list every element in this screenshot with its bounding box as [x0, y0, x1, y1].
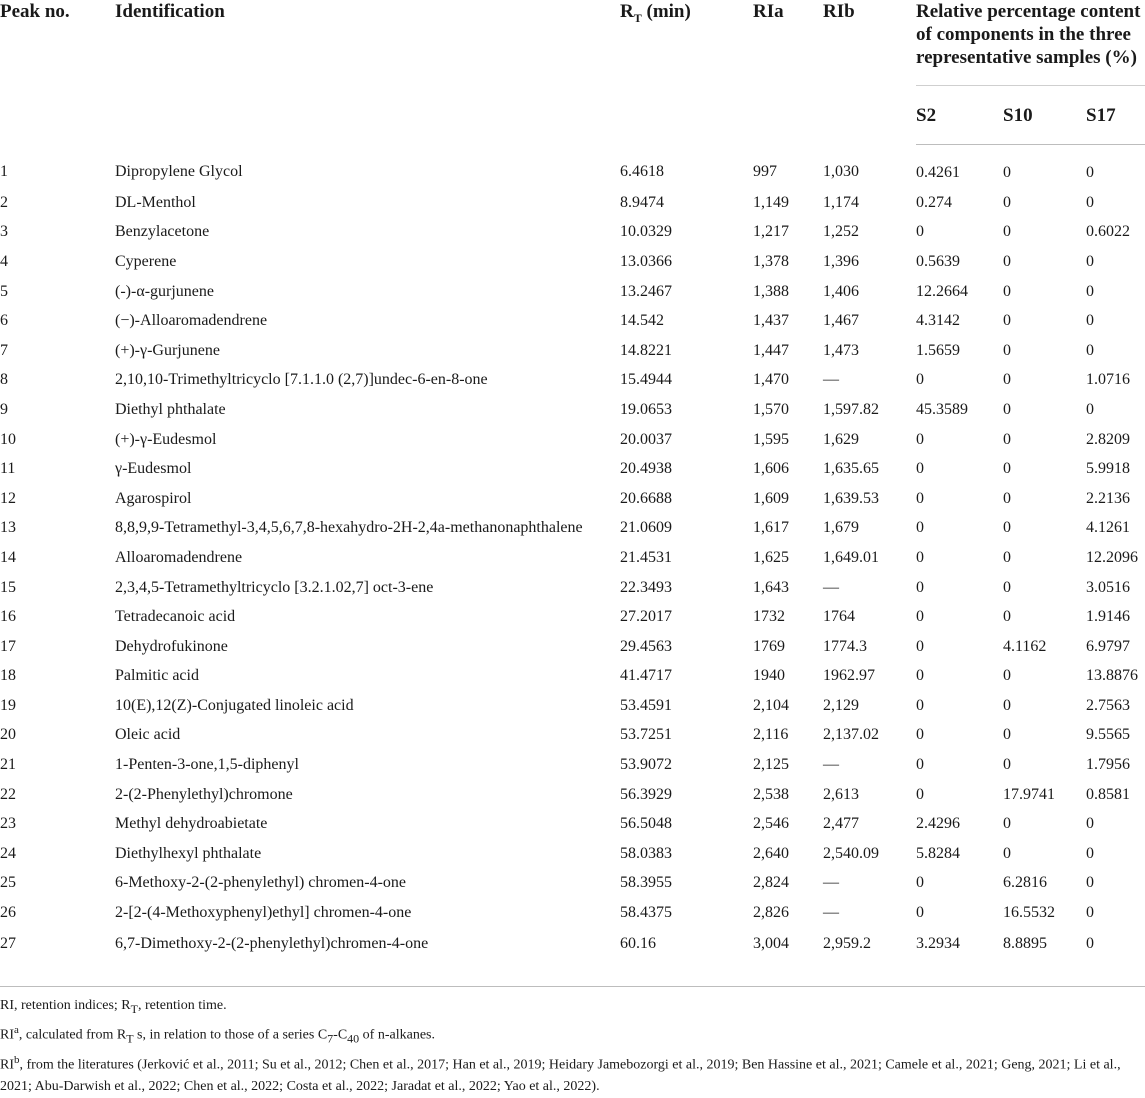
header-s17: S17: [1086, 86, 1145, 145]
header-s2: S2: [916, 86, 1003, 145]
footnote-text: RI: [0, 1027, 14, 1043]
cell-peak-no: 11: [0, 460, 16, 478]
cell-identification: Oleic acid: [115, 726, 181, 744]
cell-s17: 0: [1086, 815, 1094, 833]
cell-ria: 1,378: [753, 252, 789, 270]
footnote-superscript: b: [14, 1054, 20, 1067]
table-row: [0, 809, 1145, 839]
cell-identification: 2,3,4,5-Tetramethyltricyclo [3.2.1.02,7] oct-3-ene: [115, 578, 434, 596]
table-header: [0, 0, 1145, 145]
cell-s2: 0: [916, 460, 924, 478]
cell-identification: Cyperene: [115, 252, 177, 270]
cell-retention-time: 58.3955: [620, 874, 672, 892]
cell-retention-time: 53.4591: [620, 696, 672, 714]
cell-s17: 0: [1086, 874, 1094, 892]
cell-s10: 0: [1003, 341, 1011, 359]
cell-s2: 0: [916, 371, 924, 389]
cell-s17: 4.1261: [1086, 519, 1130, 537]
footnote-subscript: T: [126, 1031, 134, 1046]
cell-identification: DL-Menthol: [115, 193, 196, 211]
table-row: [0, 484, 1145, 514]
table-row: [0, 839, 1145, 869]
cell-s17: 1.9146: [1086, 608, 1130, 626]
cell-s17: 0: [1086, 844, 1094, 862]
cell-rib: 1,467: [823, 312, 859, 330]
cell-ria: 1,617: [753, 519, 789, 537]
cell-retention-time: 27.2017: [620, 608, 672, 626]
cell-ria: 2,538: [753, 785, 789, 803]
table-row: [0, 780, 1145, 810]
cell-s10: 4.1162: [1003, 637, 1047, 655]
cell-s2: 0: [916, 726, 924, 744]
table-row: [0, 395, 1145, 425]
cell-identification: 1-Penten-3-one,1,5-diphenyl: [115, 756, 299, 774]
cell-rib: 1774.3: [823, 637, 867, 655]
header-peak-no: Peak no.: [0, 1, 70, 22]
footnote-text: , calculated from R: [18, 1027, 127, 1043]
cell-s2: 0: [916, 637, 924, 655]
cell-peak-no: 1: [0, 163, 8, 181]
cell-peak-no: 17: [0, 637, 16, 655]
cell-peak-no: 18: [0, 667, 16, 685]
cell-ria: 1,570: [753, 400, 789, 418]
cell-s17: 0: [1086, 312, 1094, 330]
cell-s10: 16.5532: [1003, 904, 1055, 922]
footnote-subscript: 7: [327, 1031, 334, 1046]
cell-s2: 2.4296: [916, 815, 960, 833]
cell-peak-no: 2: [0, 193, 8, 211]
cell-peak-no: 8: [0, 371, 8, 389]
cell-identification: Agarospirol: [115, 489, 192, 507]
table-row: [0, 750, 1145, 780]
cell-s17: 1.0716: [1086, 371, 1130, 389]
cell-identification: Tetradecanoic acid: [115, 608, 236, 626]
header-relative-content: Relative percentage content of components in the three representative samples (%): [916, 0, 1145, 86]
cell-peak-no: 3: [0, 223, 8, 241]
cell-s17: 13.8876: [1086, 667, 1138, 685]
cell-identification: 6,7-Dimethoxy-2-(2-phenylethyl)chromen-4-one: [115, 934, 429, 952]
footnote-subscript: 40: [347, 1031, 360, 1046]
cell-ria: 2,826: [753, 904, 789, 922]
cell-identification: (-)-α-gurjunene: [115, 282, 214, 300]
cell-s10: 0: [1003, 282, 1011, 300]
cell-rib: 2,137.02: [823, 726, 879, 744]
cell-s10: 0: [1003, 489, 1011, 507]
cell-s17: 0.8581: [1086, 785, 1130, 803]
cell-ria: 2,104: [753, 696, 789, 714]
cell-retention-time: 41.4717: [620, 667, 672, 685]
cell-retention-time: 22.3493: [620, 578, 672, 596]
cell-retention-time: 21.4531: [620, 548, 672, 566]
cell-s2: 0: [916, 696, 924, 714]
cell-peak-no: 5: [0, 282, 8, 300]
cell-s2: 0: [916, 223, 924, 241]
cell-ria: 1,217: [753, 223, 789, 241]
cell-rib: 2,540.09: [823, 844, 879, 862]
table-row: [0, 366, 1145, 396]
cell-s2: 0: [916, 785, 924, 803]
cell-peak-no: 10: [0, 430, 16, 448]
cell-peak-no: 6: [0, 312, 8, 330]
cell-identification: 8,8,9,9-Tetramethyl-3,4,5,6,7,8-hexahydro-2H-2,4a-methanonaphthalene: [115, 519, 583, 537]
table-row: [0, 425, 1145, 455]
cell-s2: 12.2664: [916, 282, 968, 300]
cell-identification: 2,10,10-Trimethyltricyclo [7.1.1.0 (2,7)]undec-6-en-8-one: [115, 371, 488, 389]
cell-peak-no: 19: [0, 696, 16, 714]
header-retention-time: [620, 0, 753, 145]
cell-rib: 1,473: [823, 341, 859, 359]
table-row: [0, 543, 1145, 573]
cell-s2: 0: [916, 608, 924, 626]
cell-rib: 1,649.01: [823, 548, 879, 566]
table-row: [0, 218, 1145, 248]
cell-identification: Palmitic acid: [115, 667, 199, 685]
cell-s10: 0: [1003, 252, 1011, 270]
cell-s17: 0.6022: [1086, 223, 1130, 241]
header-s10: S10: [1003, 86, 1086, 145]
cell-identification: Dipropylene Glycol: [115, 163, 243, 181]
cell-peak-no: 4: [0, 252, 8, 270]
cell-rib: 1,252: [823, 223, 859, 241]
cell-ria: 2,116: [753, 726, 789, 744]
cell-s2: 0.4261: [916, 163, 960, 181]
cell-s2: 0: [916, 667, 924, 685]
table-row: [0, 188, 1145, 218]
cell-s10: 0: [1003, 163, 1011, 181]
cell-s10: 0: [1003, 193, 1011, 211]
cell-ria: 1,388: [753, 282, 789, 300]
footnote-text: s, in relation to those of a series C: [133, 1027, 328, 1043]
cell-rib: —: [823, 371, 839, 389]
footnote-superscript: a: [14, 1024, 19, 1037]
cell-retention-time: 13.2467: [620, 282, 672, 300]
table-row: [0, 928, 1145, 960]
cell-s10: 0: [1003, 726, 1011, 744]
cell-s17: 0: [1086, 252, 1094, 270]
cell-s17: 0: [1086, 193, 1094, 211]
cell-s10: 0: [1003, 815, 1011, 833]
cell-ria: 2,640: [753, 844, 789, 862]
table-row: [0, 514, 1145, 544]
cell-ria: 1,609: [753, 489, 789, 507]
cell-peak-no: 7: [0, 341, 8, 359]
cell-retention-time: 60.16: [620, 934, 656, 952]
cell-s2: 0.274: [916, 193, 952, 211]
cell-s10: 17.9741: [1003, 785, 1055, 803]
cell-s17: 0: [1086, 904, 1094, 922]
cell-s2: 0: [916, 874, 924, 892]
cell-retention-time: 53.9072: [620, 756, 672, 774]
cell-ria: 2,546: [753, 815, 789, 833]
cell-retention-time: 21.0609: [620, 519, 672, 537]
cell-ria: 997: [753, 163, 777, 181]
footnote-rib: [0, 1050, 1140, 1098]
header-ria: RIa: [753, 1, 784, 22]
cell-rib: 1,396: [823, 252, 859, 270]
cell-rib: 1,639.53: [823, 489, 879, 507]
cell-s2: 3.2934: [916, 934, 960, 952]
cell-s10: 6.2816: [1003, 874, 1047, 892]
cell-s2: 1.5659: [916, 341, 960, 359]
cell-identification: 2-[2-(4-Methoxyphenyl)ethyl] chromen-4-one: [115, 904, 412, 922]
cell-rib: 1,030: [823, 163, 859, 181]
cell-peak-no: 14: [0, 548, 16, 566]
cell-ria: 1,437: [753, 312, 789, 330]
cell-ria: 1,625: [753, 548, 789, 566]
cell-rib: 2,477: [823, 815, 859, 833]
cell-rib: 1,174: [823, 193, 859, 211]
cell-ria: 1,470: [753, 371, 789, 389]
cell-peak-no: 24: [0, 844, 16, 862]
cell-s2: 5.8284: [916, 844, 960, 862]
cell-s17: 0: [1086, 400, 1094, 418]
cell-rib: 2,959.2: [823, 934, 871, 952]
footnote-ria: [0, 1020, 1140, 1050]
cell-identification: Dehydrofukinone: [115, 637, 228, 655]
cell-rib: 2,129: [823, 696, 859, 714]
cell-s2: 0: [916, 430, 924, 448]
cell-retention-time: 56.3929: [620, 785, 672, 803]
cell-s17: 0: [1086, 282, 1094, 300]
cell-peak-no: 12: [0, 489, 16, 507]
cell-ria: 3,004: [753, 934, 789, 952]
cell-identification: γ-Eudesmol: [115, 460, 192, 478]
table-row: [0, 336, 1145, 366]
table-row: [0, 277, 1145, 307]
cell-s2: 0: [916, 548, 924, 566]
cell-s17: 0: [1086, 934, 1094, 952]
cell-s2: 0.5639: [916, 252, 960, 270]
table-row: [0, 602, 1145, 632]
cell-identification: Benzylacetone: [115, 223, 210, 241]
footer-divider: [0, 986, 1145, 987]
cell-identification: Alloaromadendrene: [115, 548, 243, 566]
cell-ria: 1,595: [753, 430, 789, 448]
cell-s17: 5.9918: [1086, 460, 1130, 478]
cell-s10: 0: [1003, 400, 1011, 418]
table-row: [0, 145, 1145, 189]
footnote-text: RI, retention indices; R: [0, 998, 131, 1013]
cell-ria: 2,824: [753, 874, 789, 892]
cell-s2: 0: [916, 904, 924, 922]
cell-rib: 1,629: [823, 430, 859, 448]
header-rib: RIb: [823, 1, 855, 22]
cell-retention-time: 14.8221: [620, 341, 672, 359]
cell-s2: 4.3142: [916, 312, 960, 330]
cell-peak-no: 26: [0, 904, 16, 922]
table-body: [0, 145, 1145, 960]
table-row: [0, 721, 1145, 751]
table-row: [0, 247, 1145, 277]
cell-rib: —: [823, 578, 839, 596]
cell-rib: —: [823, 874, 839, 892]
cell-peak-no: 20: [0, 726, 16, 744]
cell-retention-time: 20.4938: [620, 460, 672, 478]
cell-s2: 0: [916, 489, 924, 507]
table-row: [0, 662, 1145, 692]
cell-ria: 1940: [753, 667, 785, 685]
cell-s10: 0: [1003, 430, 1011, 448]
cell-rib: 1,679: [823, 519, 859, 537]
cell-s17: 0: [1086, 163, 1094, 181]
cell-identification: 2-(2-Phenylethyl)chromone: [115, 785, 293, 803]
cell-retention-time: 6.4618: [620, 163, 664, 181]
cell-rib: 1,406: [823, 282, 859, 300]
cell-s17: 9.5565: [1086, 726, 1130, 744]
header-rt-unit: (min): [641, 1, 691, 22]
table-row: [0, 306, 1145, 336]
cell-peak-no: 25: [0, 874, 16, 892]
cell-identification: Diethylhexyl phthalate: [115, 844, 262, 862]
cell-s10: 0: [1003, 844, 1011, 862]
cell-identification: 6-Methoxy-2-(2-phenylethyl) chromen-4-one: [115, 874, 407, 892]
cell-retention-time: 29.4563: [620, 637, 672, 655]
footnote-text: , from the literatures (Jerković et al., 2011; Su et al., 2012; Chen et al., 2017; Han et al., 2019; Heidary Jamebozorgi et al., 2019; Ben Hassine et al., 2021; Camele et al., 2021; Geng, 2021; Li et al., 2021; Abu-Darwish et al., 2022; Chen et al., 2022; Costa et al., 2022; Jaradat et al., 2022; Yao et al., 2022).: [0, 1057, 1121, 1095]
cell-s2: 0: [916, 756, 924, 774]
cell-s10: 0: [1003, 519, 1011, 537]
cell-rib: 1962.97: [823, 667, 875, 685]
cell-s10: 0: [1003, 371, 1011, 389]
cell-s10: 0: [1003, 578, 1011, 596]
cell-retention-time: 20.6688: [620, 489, 672, 507]
cell-ria: 1,606: [753, 460, 789, 478]
cell-s10: 0: [1003, 312, 1011, 330]
cell-retention-time: 58.4375: [620, 904, 672, 922]
cell-s17: 0: [1086, 341, 1094, 359]
cell-s17: 1.7956: [1086, 756, 1130, 774]
cell-identification: (+)-γ-Gurjunene: [115, 341, 220, 359]
cell-rib: 2,613: [823, 785, 859, 803]
footnote-ri: [0, 995, 1140, 1020]
cell-retention-time: 10.0329: [620, 223, 672, 241]
cell-ria: 2,125: [753, 756, 789, 774]
footnote-text: of n-alkanes.: [359, 1027, 435, 1043]
cell-s10: 0: [1003, 696, 1011, 714]
cell-rib: 1764: [823, 608, 855, 626]
cell-retention-time: 13.0366: [620, 252, 672, 270]
table-row: [0, 454, 1145, 484]
cell-identification: Diethyl phthalate: [115, 400, 226, 418]
cell-s10: 0: [1003, 667, 1011, 685]
header-identification: Identification: [115, 1, 225, 22]
cell-s2: 45.3589: [916, 400, 968, 418]
cell-peak-no: 16: [0, 608, 16, 626]
cell-retention-time: 56.5048: [620, 815, 672, 833]
cell-s10: 0: [1003, 608, 1011, 626]
cell-peak-no: 21: [0, 756, 16, 774]
cell-rib: —: [823, 756, 839, 774]
header-rt-sub: T: [633, 10, 642, 25]
cell-s17: 12.2096: [1086, 548, 1138, 566]
cell-s17: 6.9797: [1086, 637, 1130, 655]
footnote-subscript: T: [130, 1001, 138, 1016]
cell-peak-no: 15: [0, 578, 16, 596]
cell-s10: 0: [1003, 460, 1011, 478]
cell-ria: 1,643: [753, 578, 789, 596]
cell-retention-time: 19.0653: [620, 400, 672, 418]
table-row: [0, 869, 1145, 899]
cell-ria: 1,149: [753, 193, 789, 211]
footnote-text: RI: [0, 1057, 14, 1073]
cell-retention-time: 58.0383: [620, 844, 672, 862]
cell-s10: 8.8895: [1003, 934, 1047, 952]
cell-s10: 0: [1003, 756, 1011, 774]
cell-retention-time: 14.542: [620, 312, 664, 330]
table-row: [0, 573, 1145, 603]
footnote-text: , retention time.: [138, 998, 227, 1013]
cell-s17: 2.2136: [1086, 489, 1130, 507]
cell-identification: (−)-Alloaromadendrene: [115, 312, 268, 330]
cell-identification: (+)-γ-Eudesmol: [115, 430, 217, 448]
cell-retention-time: 8.9474: [620, 193, 664, 211]
cell-s10: 0: [1003, 223, 1011, 241]
cell-peak-no: 23: [0, 815, 16, 833]
cell-s2: 0: [916, 519, 924, 537]
cell-s17: 3.0516: [1086, 578, 1130, 596]
footnote-text: -C: [333, 1027, 348, 1043]
cell-rib: 1,597.82: [823, 400, 879, 418]
cell-retention-time: 53.7251: [620, 726, 672, 744]
cell-ria: 1,447: [753, 341, 789, 359]
cell-peak-no: 13: [0, 519, 16, 537]
cell-s10: 0: [1003, 548, 1011, 566]
table-row: [0, 691, 1145, 721]
cell-identification: 10(E),12(Z)-Conjugated linoleic acid: [115, 696, 354, 714]
cell-peak-no: 22: [0, 785, 16, 803]
cell-s2: 0: [916, 578, 924, 596]
cell-peak-no: 27: [0, 934, 16, 952]
cell-retention-time: 15.4944: [620, 371, 672, 389]
cell-peak-no: 9: [0, 400, 8, 418]
cell-ria: 1769: [753, 637, 785, 655]
cell-identification: Methyl dehydroabietate: [115, 815, 268, 833]
table-row: [0, 898, 1145, 928]
cell-retention-time: 20.0037: [620, 430, 672, 448]
cell-rib: —: [823, 904, 839, 922]
table-footnotes: [0, 995, 1140, 1098]
cell-s17: 2.8209: [1086, 430, 1130, 448]
cell-rib: 1,635.65: [823, 460, 879, 478]
cell-ria: 1732: [753, 608, 785, 626]
header-rt-r: R: [620, 1, 634, 22]
cell-s17: 2.7563: [1086, 696, 1130, 714]
table-row: [0, 632, 1145, 662]
